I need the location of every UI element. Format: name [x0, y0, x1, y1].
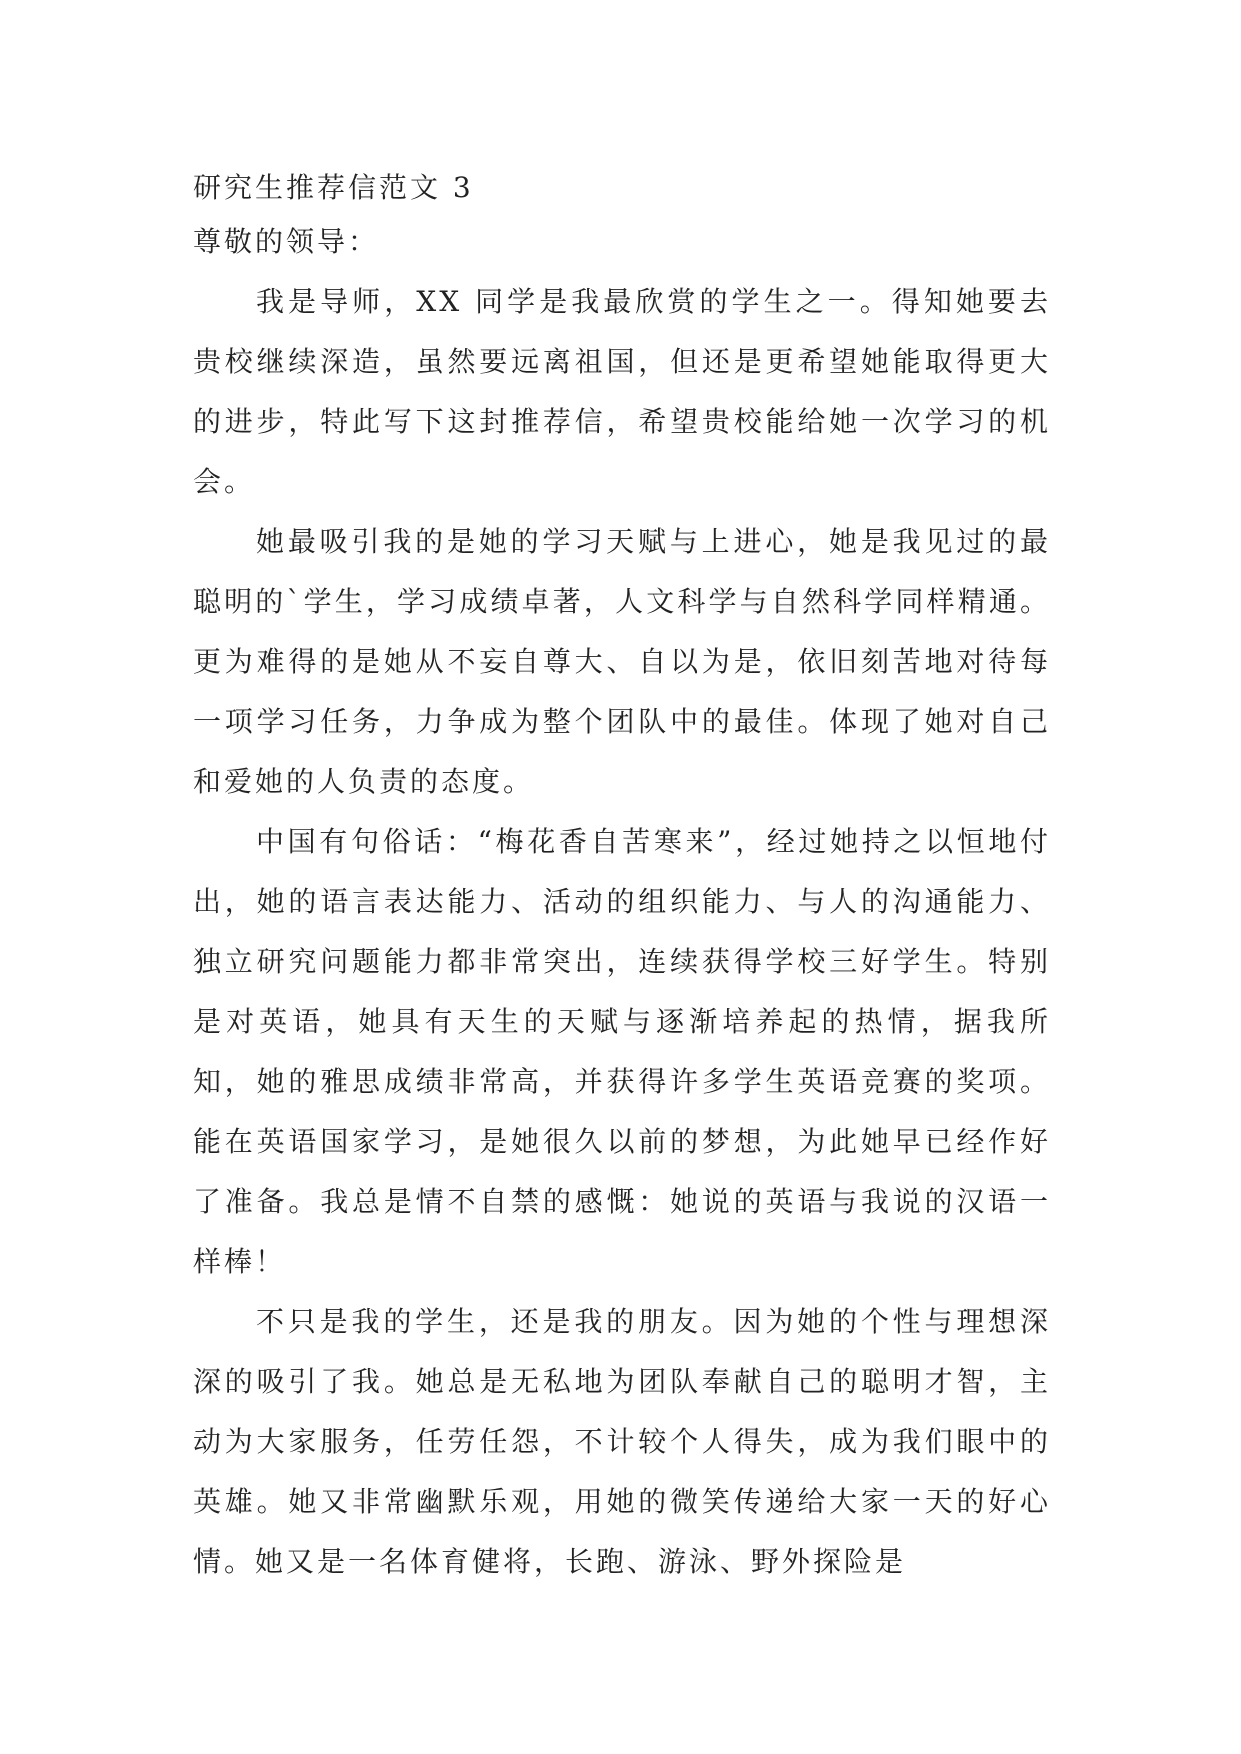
salutation: 尊敬的领导：: [193, 225, 380, 258]
document-title: 研究生推荐信范文 3: [193, 171, 474, 204]
letter-body: [193, 272, 1051, 1592]
paragraph-intro: 我是导师，XX 同学是我最欣赏的学生之一。得知她要去贵校继续深造，虽然要远离祖国，但还是更希望她能取得更大的进步，特此写下这封推荐信，希望贵校能给她一次学习的机会。: [193, 285, 1051, 498]
paragraph-personality: 不只是我的学生，还是我的朋友。因为她的个性与理想深深的吸引了我。她总是无私地为团队奉献自己的聪明才智，主动为大家服务，任劳任怨，不计较个人得失，成为我们眼中的英雄。她又非常幽默乐观，用她的微笑传递给大家一天的好心情。她又是一名体育健将，长跑、游泳、野外探险是: [193, 1305, 1051, 1578]
paragraph-abilities: 中国有句俗话：“梅花香自苦寒来”，经过她持之以恒地付出，她的语言表达能力、活动的组织能力、与人的沟通能力、独立研究问题能力都非常突出，连续获得学校三好学生。特别是对英语，她具有天生的天赋与逐渐培养起的热情，据我所知，她的雅思成绩非常高，并获得许多学生英语竞赛的奖项。能在英语国家学习，是她很久以前的梦想，为此她早已经作好了准备。我总是情不自禁的感慨：她说的英语与我说的汉语一样棒！: [193, 825, 1051, 1278]
paragraph-talent: 她最吸引我的是她的学习天赋与上进心，她是我见过的最聪明的`学生，学习成绩卓著，人文科学与自然科学同样精通。更为难得的是她从不妄自尊大、自以为是，依旧刻苦地对待每一项学习任务，力争成为整个团队中的最佳。体现了她对自己和爱她的人负责的态度。: [193, 525, 1051, 798]
